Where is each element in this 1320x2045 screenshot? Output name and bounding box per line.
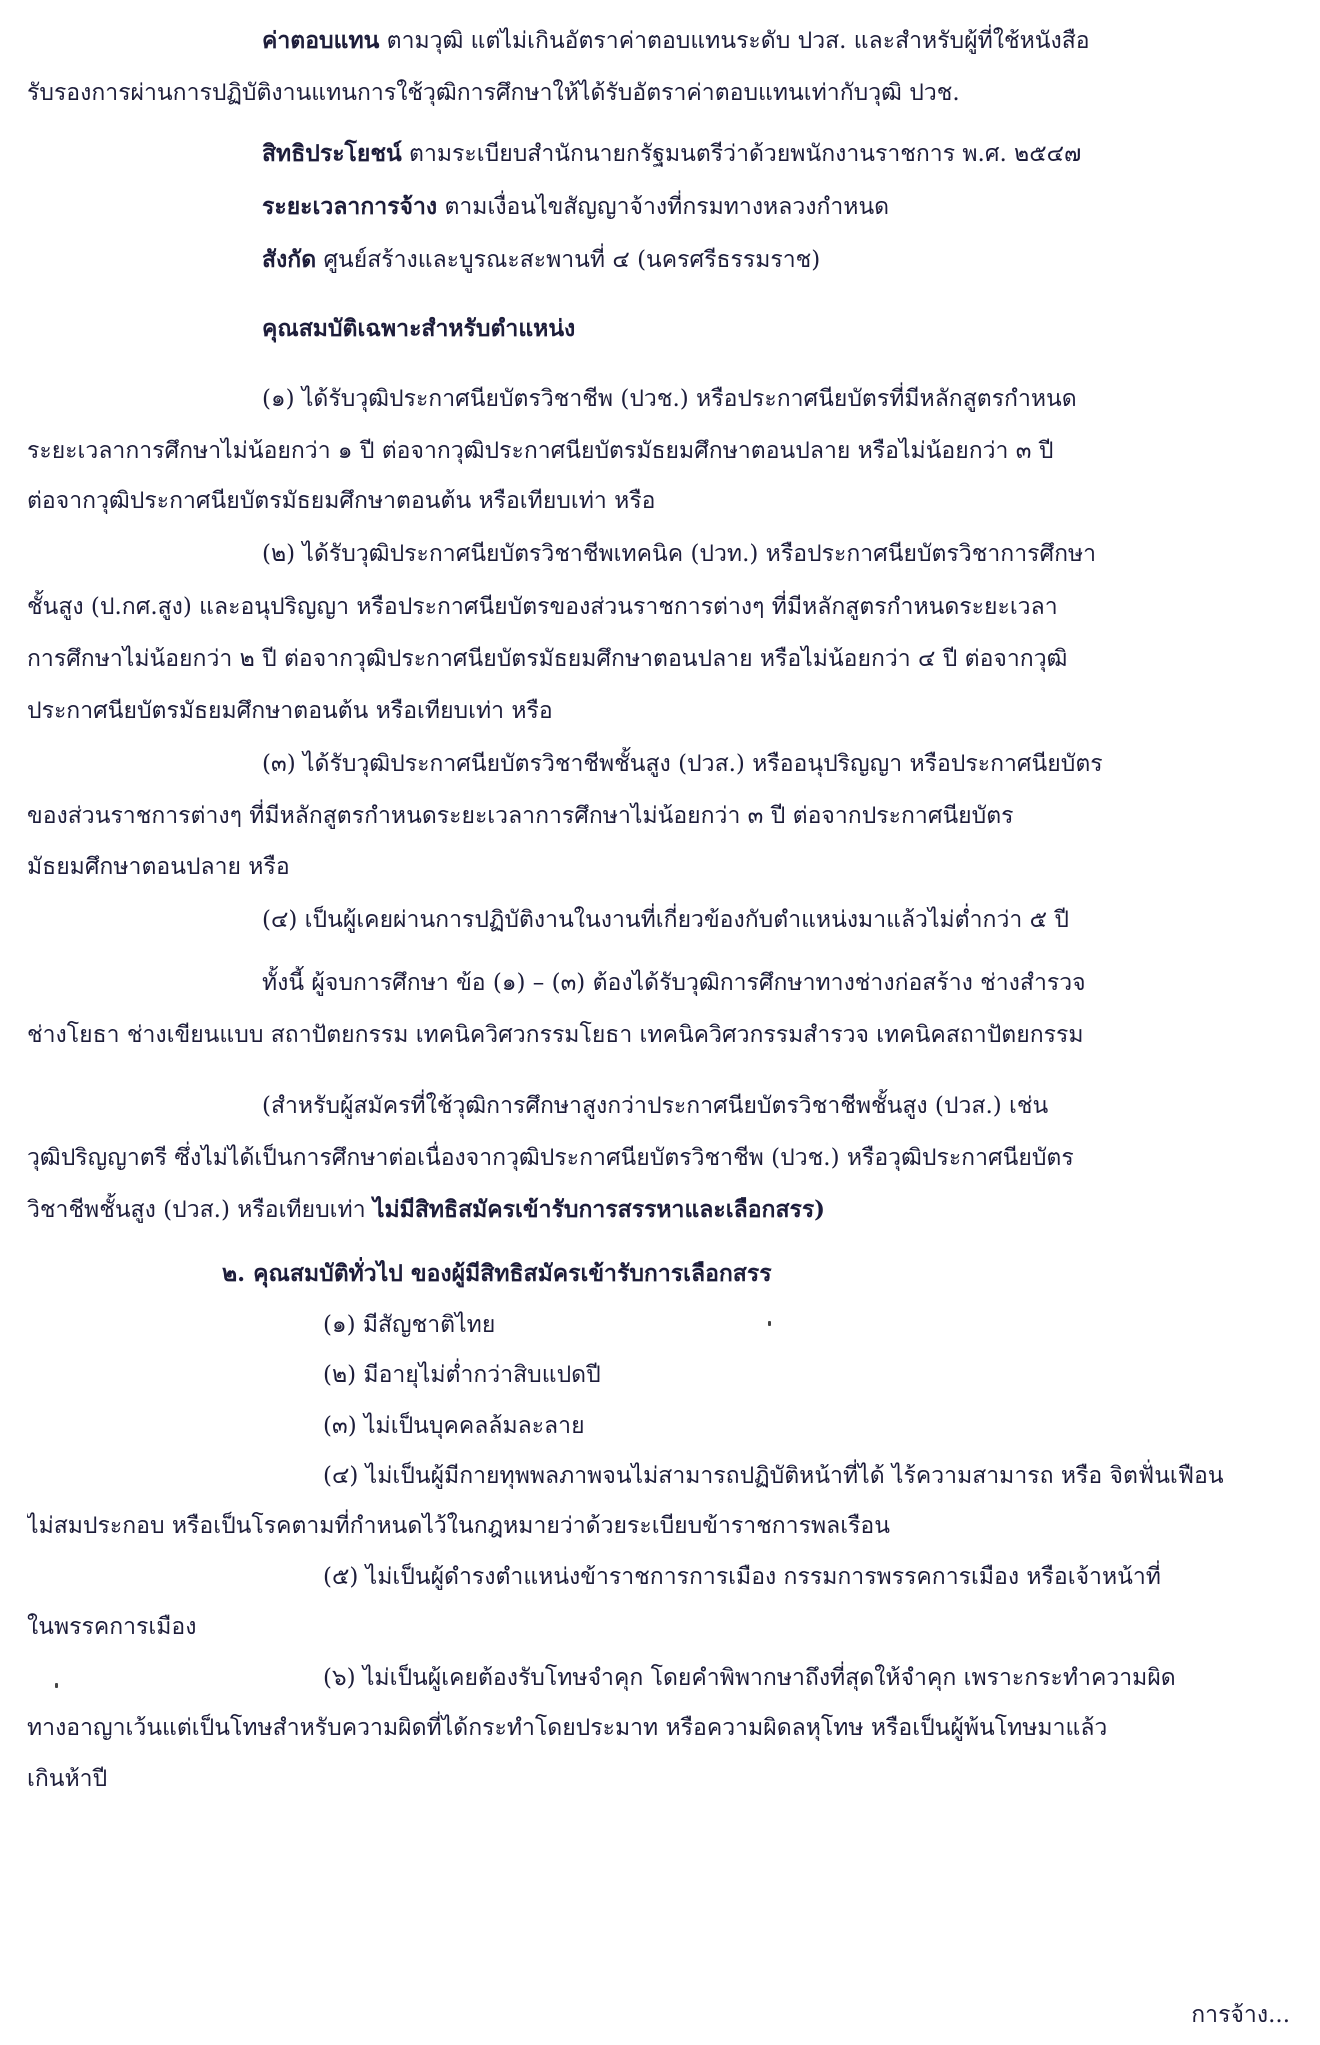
specific-item3-line1: (๓) ได้รับวุฒิประกาศนียบัตรวิชาชีพชั้นสูง (ปวส.) หรืออนุปริญญา หรือประกาศนียบัตร bbox=[262, 751, 1103, 777]
general-item2: (๒) มีอายุไม่ต่ำกว่าสิบแปดปี bbox=[323, 1362, 601, 1388]
specific-item1-line3: ต่อจากวุฒิประกาศนียบัตรมัธยมศึกษาตอนต้น หรือเทียบเท่า หรือ bbox=[27, 488, 656, 514]
benefits-label: สิทธิประโยชน์ bbox=[262, 140, 402, 167]
general-item5-line1: (๕) ไม่เป็นผู้ดำรงตำแหน่งข้าราชการการเมือง กรรมการพรรคการเมือง หรือเจ้าหน้าที่ bbox=[323, 1564, 1161, 1590]
general-item6-line3: เกินห้าปี bbox=[27, 1766, 108, 1792]
general-heading: ๒. คุณสมบัติทั่วไป ของผู้มีสิทธิสมัครเข้ารับการเลือกสรร bbox=[222, 1260, 772, 1287]
specific-item1-line1: (๑) ได้รับวุฒิประกาศนียบัตรวิชาชีพ (ปวช.) หรือประกาศนียบัตรที่มีหลักสูตรกำหนด bbox=[262, 386, 1077, 412]
continued-footer: การจ้าง... bbox=[1191, 2002, 1290, 2028]
general-item4-line1: (๔) ไม่เป็นผู้มีกายทุพพลภาพจนไม่สามารถปฏิบัติหน้าที่ได้ ไร้ความสามารถ หรือ จิตฟั่นเฟือน bbox=[323, 1463, 1224, 1489]
specific-item3-line2: ของส่วนราชการต่างๆ ที่มีหลักสูตรกำหนดระยะเวลาการศึกษาไม่น้อยกว่า ๓ ปี ต่อจากประกาศนียบัตร bbox=[27, 803, 1014, 829]
specific-para-line3 bbox=[27, 1193, 1289, 1227]
specific-para-last-bold: ไม่มีสิทธิสมัครเข้ารับการสรรหาและเลือกสรร) bbox=[372, 1196, 826, 1223]
specific-para-line2: วุฒิปริญญาตรี ซึ่งไม่ได้เป็นการศึกษาต่อเนื่องจากวุฒิประกาศนียบัตรวิชาชีพ (ปวช.) หรือวุฒิประกาศนียบัตร bbox=[27, 1145, 1074, 1171]
specific-para-last-normal: วิชาชีพชั้นสูง (ปวส.) หรือเทียบเท่า bbox=[27, 1197, 366, 1223]
compensation-line bbox=[262, 24, 1292, 58]
specific-item4: (๔) เป็นผู้เคยผ่านการปฏิบัติงานในงานที่เกี่ยวข้องกับตำแหน่งมาแล้วไม่ต่ำกว่า ๕ ปี bbox=[262, 907, 1069, 933]
benefits-text: ตามระเบียบสำนักนายกรัฐมนตรีว่าด้วยพนักงานราชการ พ.ศ. ๒๕๔๗ bbox=[409, 141, 1082, 167]
compensation-text: ตามวุฒิ แต่ไม่เกินอัตราค่าตอบแทนระดับ ปวส. และสำหรับผู้ที่ใช้หนังสือ bbox=[386, 28, 1090, 54]
affiliation-line bbox=[262, 243, 1292, 277]
affiliation-label: สังกัด bbox=[262, 246, 317, 273]
duration-line bbox=[262, 190, 1292, 224]
specific-heading: คุณสมบัติเฉพาะสำหรับตำแหน่ง bbox=[262, 315, 576, 342]
duration-label: ระยะเวลาการจ้าง bbox=[262, 193, 438, 220]
specific-note-line1: ทั้งนี้ ผู้จบการศึกษา ข้อ (๑) – (๓) ต้องได้รับวุฒิการศึกษาทางช่างก่อสร้าง ช่างสำรวจ bbox=[262, 970, 1086, 996]
scan-speck bbox=[55, 1683, 58, 1688]
general-item3: (๓) ไม่เป็นบุคคลล้มละลาย bbox=[323, 1413, 585, 1439]
specific-item1-line2: ระยะเวลาการศึกษาไม่น้อยกว่า ๑ ปี ต่อจากวุฒิประกาศนียบัตรมัธยมศึกษาตอนปลาย หรือไม่น้อยกว่า ๓ ปี bbox=[27, 438, 1054, 464]
specific-item2-line2: ชั้นสูง (ป.กศ.สูง) และอนุปริญญา หรือประกาศนียบัตรของส่วนราชการต่างๆ ที่มีหลักสูตรกำหนดระยะเวลา bbox=[27, 594, 1058, 620]
general-item1: (๑) มีสัญชาติไทย bbox=[323, 1312, 496, 1338]
specific-item3-line3: มัธยมศึกษาตอนปลาย หรือ bbox=[27, 854, 290, 880]
affiliation-text: ศูนย์สร้างและบูรณะสะพานที่ ๔ (นครศรีธรรมราช) bbox=[323, 247, 821, 273]
benefits-line bbox=[262, 137, 1292, 171]
specific-item2-line1: (๒) ได้รับวุฒิประกาศนียบัตรวิชาชีพเทคนิค (ปวท.) หรือประกาศนียบัตรวิชาการศึกษา bbox=[262, 541, 1097, 567]
general-item6-line2: ทางอาญาเว้นแต่เป็นโทษสำหรับความผิดที่ได้กระทำโดยประมาท หรือความผิดลหุโทษ หรือเป็นผู้พ้นโทษมาแล้ว bbox=[27, 1715, 1108, 1741]
general-item4-line2: ไม่สมประกอบ หรือเป็นโรคตามที่กำหนดไว้ในกฎหมายว่าด้วยระเบียบข้าราชการพลเรือน bbox=[27, 1513, 890, 1539]
duration-text: ตามเงื่อนไขสัญญาจ้างที่กรมทางหลวงกำหนด bbox=[444, 194, 890, 220]
compensation-label: ค่าตอบแทน bbox=[262, 27, 380, 54]
scan-speck bbox=[768, 1321, 771, 1326]
specific-para-line1: (สำหรับผู้สมัครที่ใช้วุฒิการศึกษาสูงกว่าประกาศนียบัตรวิชาชีพชั้นสูง (ปวส.) เช่น bbox=[262, 1093, 1049, 1119]
specific-item2-line3: การศึกษาไม่น้อยกว่า ๒ ปี ต่อจากวุฒิประกาศนียบัตรมัธยมศึกษาตอนปลาย หรือไม่น้อยกว่า ๔ ปี ต่อจากวุฒิ bbox=[27, 646, 1068, 672]
general-item5-line2: ในพรรคการเมือง bbox=[27, 1614, 197, 1640]
specific-note-line2: ช่างโยธา ช่างเขียนแบบ สถาปัตยกรรม เทคนิควิศวกรรมโยธา เทคนิควิศวกรรมสำรวจ เทคนิคสถาปัตยกรรม bbox=[27, 1022, 1084, 1048]
compensation-cont: รับรองการผ่านการปฏิบัติงานแทนการใช้วุฒิการศึกษาให้ได้รับอัตราค่าตอบแทนเท่ากับวุฒิ ปวช. bbox=[27, 80, 960, 106]
general-item6-line1: (๖) ไม่เป็นผู้เคยต้องรับโทษจำคุก โดยคำพิพากษาถึงที่สุดให้จำคุก เพราะกระทำความผิด bbox=[323, 1665, 1176, 1691]
specific-item2-line4: ประกาศนียบัตรมัธยมศึกษาตอนต้น หรือเทียบเท่า หรือ bbox=[27, 698, 553, 724]
